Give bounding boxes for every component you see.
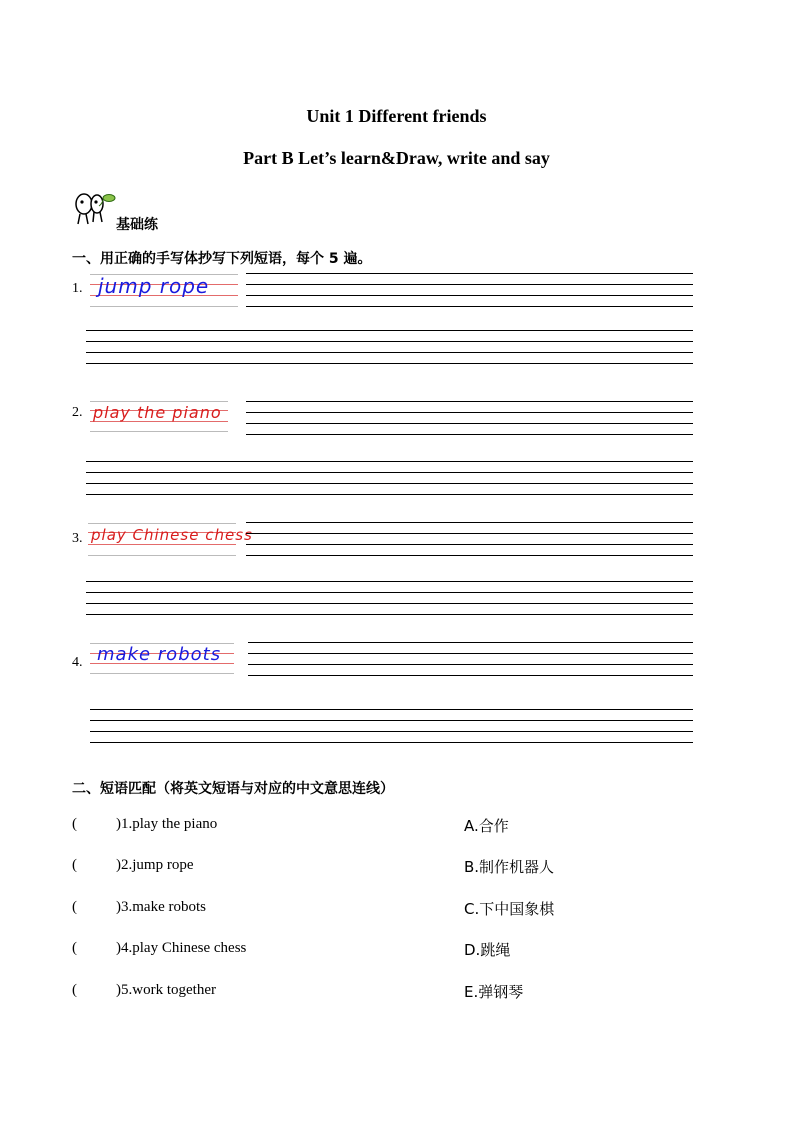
match-english-2: )2.jump rope	[116, 857, 194, 873]
match-english-3: )3.make robots	[116, 899, 206, 915]
writing-line	[86, 341, 693, 342]
writing-line	[86, 483, 693, 484]
writing-line	[246, 401, 693, 402]
writing-line	[246, 306, 693, 307]
match-english-1: )1.play the piano	[116, 816, 218, 832]
guide-line	[90, 401, 228, 402]
writing-line	[248, 664, 693, 665]
writing-line	[248, 642, 693, 643]
writing-line	[86, 603, 693, 604]
writing-line	[90, 742, 693, 743]
match-chinese-d: D.跳绳	[464, 941, 511, 959]
item-1-number: 1.	[72, 281, 83, 296]
writing-line	[86, 330, 693, 331]
writing-line	[86, 363, 693, 364]
writing-line	[246, 284, 693, 285]
item-4-phrase: make robots	[97, 644, 222, 665]
writing-line	[246, 423, 693, 424]
writing-line	[246, 522, 693, 523]
cartoon-icon	[72, 192, 116, 226]
guide-line	[90, 673, 234, 674]
item-2-number: 2.	[72, 405, 83, 420]
item-3-number: 3.	[72, 531, 83, 546]
writing-line	[246, 412, 693, 413]
writing-line	[86, 592, 693, 593]
answer-paren[interactable]: (	[72, 982, 77, 998]
guide-line	[90, 306, 238, 307]
writing-line	[90, 720, 693, 721]
guide-line	[88, 544, 236, 545]
guide-line	[88, 523, 236, 524]
writing-line	[86, 472, 693, 473]
item-3-phrase: play Chinese chess	[91, 526, 253, 544]
writing-line	[246, 273, 693, 274]
match-chinese-b: B.制作机器人	[464, 858, 555, 876]
writing-line	[90, 709, 693, 710]
writing-line	[246, 533, 693, 534]
item-1-phrase: jump rope	[98, 274, 210, 298]
writing-line	[86, 461, 693, 462]
item-2-phrase: play the piano	[93, 403, 222, 422]
basic-practice-label: 基础练	[116, 217, 158, 233]
writing-line	[246, 544, 693, 545]
writing-line	[90, 731, 693, 732]
section1-heading: 一、用正确的手写体抄写下列短语，每个 5 遍。	[72, 251, 372, 267]
guide-line	[90, 431, 228, 432]
writing-line	[86, 581, 693, 582]
writing-line	[246, 295, 693, 296]
writing-line	[248, 653, 693, 654]
writing-line	[86, 614, 693, 615]
writing-line	[246, 555, 693, 556]
answer-paren[interactable]: (	[72, 940, 77, 956]
answer-paren[interactable]: (	[72, 857, 77, 873]
writing-line	[248, 675, 693, 676]
match-chinese-e: E.弹钢琴	[464, 983, 524, 1001]
match-chinese-c: C.下中国象棋	[464, 900, 555, 918]
item-4-number: 4.	[72, 655, 83, 670]
answer-paren[interactable]: (	[72, 899, 77, 915]
writing-line	[86, 494, 693, 495]
writing-line	[246, 434, 693, 435]
match-english-4: )4.play Chinese chess	[116, 940, 247, 956]
page-subtitle: Part B Let’s learn&Draw, write and say	[243, 148, 550, 168]
match-english-5: )5.work together	[116, 982, 216, 998]
guide-line	[88, 555, 236, 556]
answer-paren[interactable]: (	[72, 816, 77, 832]
writing-line	[86, 352, 693, 353]
page-title: Unit 1 Different friends	[306, 106, 487, 126]
section2-heading: 二、短语匹配（将英文短语与对应的中文意思连线）	[72, 781, 394, 797]
match-chinese-a: A.合作	[464, 817, 509, 835]
